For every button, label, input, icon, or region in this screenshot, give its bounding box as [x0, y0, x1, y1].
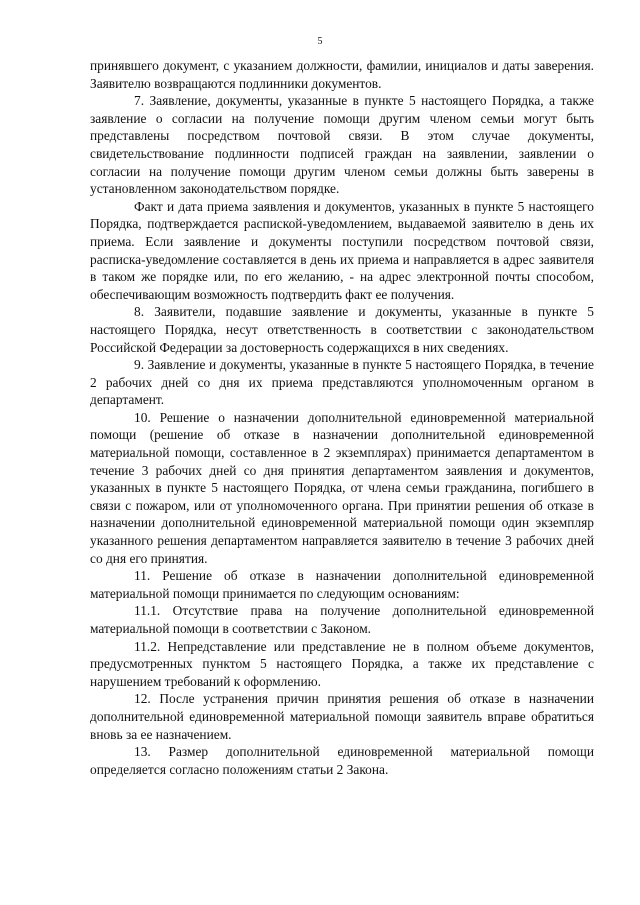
paragraph: 11.2. Непредставление или представление не в полном объеме документов, предусмотренных пунктом 5 настоящего Порядка, а также их представление с нарушением требований к оформлению. [90, 638, 594, 689]
paragraph: 12. После устранения причин принятия решения об отказе в назначении дополнительной единовременной материальной помощи заявитель вправе обратиться вновь за ее назначением. [90, 691, 594, 742]
paragraph: 8. Заявители, подавшие заявление и документы, указанные в пункте 5 настоящего Порядка, несут ответственность в соответствии с законодательством Российской Федерации за достоверность содержащихся в них сведениях. [90, 304, 594, 355]
paragraph: 7. Заявление, документы, указанные в пункте 5 настоящего Порядка, а также заявление о согласии на получение помощи другим членом семьи могут быть представлены посредством почтовой связи. В этом случае документы, свидетельствование подлинности подписей граждан на заявлении, заявлении о согласии на получение помощи другим членом семьи должны быть заверены в установленном законодательством порядке. [90, 93, 594, 197]
paragraph: 11. Решение об отказе в назначении дополнительной единовременной материальной помощи принимается по следующим основаниям: [90, 568, 594, 601]
paragraph: 9. Заявление и документы, указанные в пункте 5 настоящего Порядка, в течение 2 рабочих дней со дня их приема представляются уполномоченным органом в департамент. [90, 357, 594, 408]
paragraph: 11.1. Отсутствие права на получение дополнительной единовременной материальной помощи в соответствии с Законом. [90, 603, 594, 636]
paragraph: 10. Решение о назначении дополнительной единовременной материальной помощи (решение об отказе в назначении дополнительной единовременной материальной помощи, составленное в 2 экземплярах) принимается департаментом в течение 3 рабочих дней со дня принятия департаментом заявления и документов, указанных в пункте 5 настоящего Порядка, от члена семьи гражданина, погибшего в связи с пожаром, или от уполномоченного органа. При принятии решения об отказе в назначении дополнительной единовременной материальной помощи один экземпляр указанного решения департаментом направляется заявителю в течение 3 рабочих дней со дня его принятия. [90, 409, 594, 566]
paragraph: Факт и дата приема заявления и документов, указанных в пункте 5 настоящего Порядка, подтверждается распиской-уведомлением, выдаваемой заявителю в день их приема. Если заявление и документы поступили посредством почтовой связи, расписка-уведомление составляется в день их приема и направляется в адрес заявителя в таком же порядке или, по его желанию, - на адрес электронной почты способом, обеспечивающим возможность подтвердить факт ее получения. [90, 198, 594, 302]
paragraph: принявшего документ, с указанием должности, фамилии, инициалов и даты заверения. Заявителю возвращаются подлинники документов. [90, 58, 594, 91]
paragraph: 13. Размер дополнительной единовременной материальной помощи определяется согласно положениям статьи 2 Закона. [90, 744, 594, 777]
document-body [90, 57, 594, 778]
page-number: 5 [317, 36, 323, 47]
